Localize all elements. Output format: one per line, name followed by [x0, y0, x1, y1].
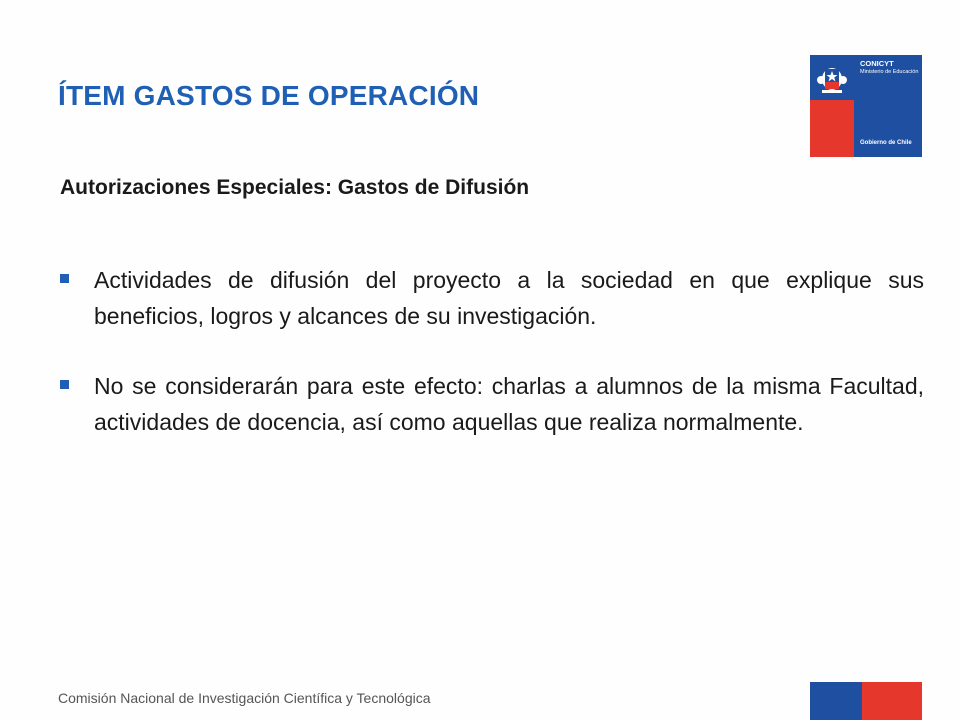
flag-bar: [810, 682, 922, 720]
bullet-item: [60, 368, 924, 440]
footer-text: Comisión Nacional de Investigación Científica y Tecnológica: [58, 690, 431, 706]
bullet-text: No se considerarán para este efecto: charlas a alumnos de la misma Facultad, actividades de docencia, así como aquellas que realiza normalmente.: [94, 373, 924, 435]
coat-of-arms-icon: [816, 61, 848, 95]
conicyt-logo: [810, 55, 922, 157]
square-bullet-icon: [60, 274, 69, 283]
bullet-list: [60, 262, 924, 474]
flag-red-segment: [862, 682, 922, 720]
slide-subtitle: Autorizaciones Especiales: Gastos de Difusión: [60, 176, 530, 199]
bullet-item: [60, 262, 924, 334]
slide-title: ÍTEM GASTOS DE OPERACIÓN: [58, 80, 480, 111]
square-bullet-icon: [60, 380, 69, 389]
logo-name: CONICYT: [860, 59, 894, 68]
logo-ministry: Ministerio de Educación: [860, 69, 919, 75]
bullet-text: Actividades de difusión del proyecto a la sociedad en que explique sus beneficios, logros y alcances de su investigación.: [94, 267, 924, 329]
flag-blue-segment: [810, 682, 862, 720]
logo-government: Gobierno de Chile: [860, 140, 912, 146]
logo-red-block: [810, 100, 854, 157]
